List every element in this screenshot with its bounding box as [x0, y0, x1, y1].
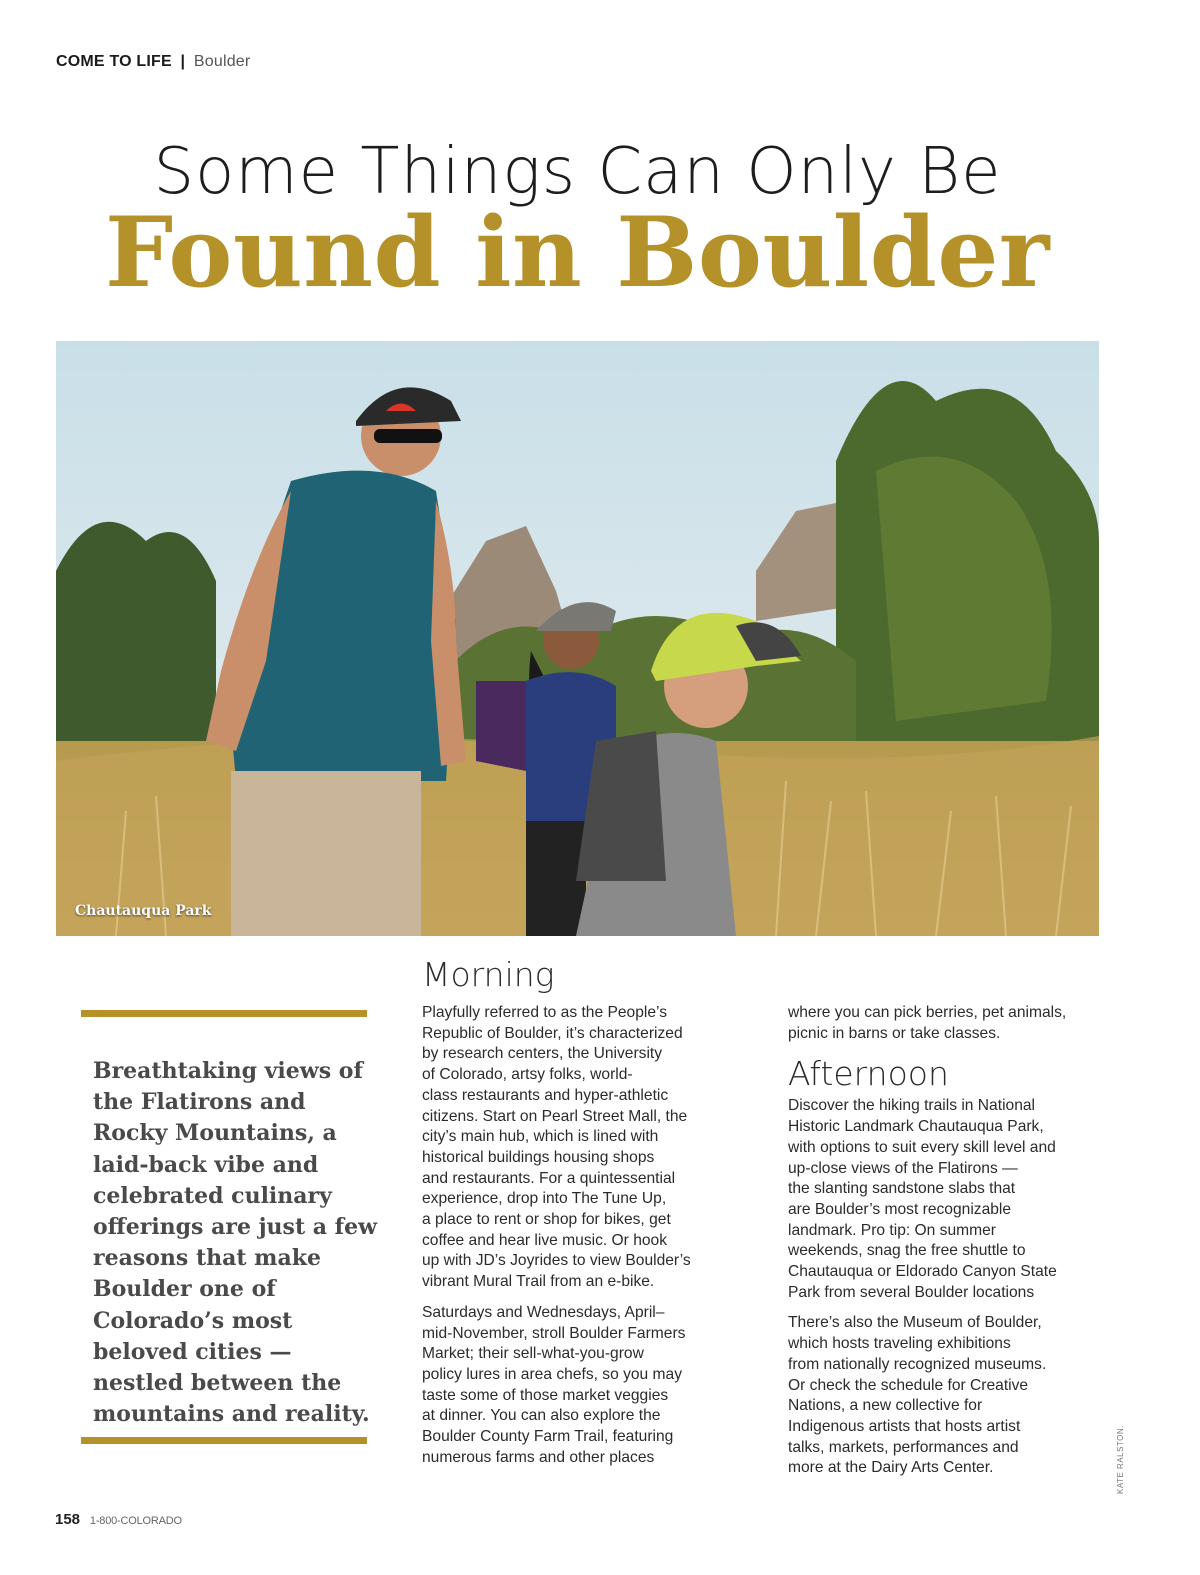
pullquote-rule-bottom — [81, 1437, 367, 1444]
column-afternoon — [788, 1003, 1108, 1489]
pullquote: Breathtaking views of the Flatirons and Rocky Mountains, a laid-back vibe and celebrated culinary offerings are just a few reasons that make Boulder one of Colorado’s most beloved cities — nestled between the mountains and reality. — [93, 1058, 378, 1428]
morning-paragraph-2: Saturdays and Wednesdays, April– mid-November, stroll Boulder Farmers Market; their sell-what-you-grow policy lures in area chefs, so you may taste some of those market veggies at dinner. You can also explore the Boulder County Farm Trail, featuring numerous farms and other places — [422, 1303, 686, 1466]
morning-paragraph-1: Playfully referred to as the People’s Republic of Boulder, it’s characterized by research centers, the University of Colorado, artsy folks, world- class restaurants and hyper-athletic citizens. Start on Pearl Street Mall, the city’s main hub, which is lined with historical buildings housing shops and restaurants. For a quintessential experience, drop into The Tune Up, a place to rent or shop for bikes, get coffee and hear live music. Or hook up with JD’s Joyrides to view Boulder’s vibrant Mural Trail from an e-bike. — [422, 1004, 691, 1291]
heading-morning: Morning — [422, 955, 555, 994]
hero-photo — [56, 341, 1099, 936]
footer-phone: 1-800-COLORADO — [89, 1515, 182, 1527]
afternoon-paragraph-2: There’s also the Museum of Boulder, which hosts traveling exhibitions from nationally recognized museums. Or check the schedule for Creative Nations, a new collective for Indigenous artists that hosts artist talks, markets, performances and more at the Dairy Arts Center. — [788, 1314, 1047, 1477]
header-divider: | — [180, 53, 186, 70]
heading-afternoon: Afternoon — [788, 1054, 949, 1094]
afternoon-paragraph-1: Discover the hiking trails in National Historic Landmark Chautauqua Park, with options to suit every skill level and up-close views of the Flatirons — the slanting sandstone slabs that are Boulder’s most recognizable landmark. Pro tip: On summer weekends, snag the free shuttle to Chautauqua or Eldorado Canyon State Park from several Boulder locations — [788, 1097, 1057, 1301]
hero-photo-illustration — [56, 341, 1099, 936]
section-city: Boulder — [193, 53, 251, 70]
page-footer — [55, 1511, 182, 1528]
title-line-2: Found in Boulder — [105, 196, 1050, 309]
title-line-1: Some Things Can Only Be — [153, 135, 1002, 209]
column-morning — [422, 955, 742, 1478]
pullquote-rule-top — [81, 1010, 367, 1017]
page-number: 158 — [55, 1511, 81, 1528]
photo-caption: Chautauqua Park — [75, 903, 212, 919]
section-label: COME TO LIFE — [56, 53, 172, 70]
section-header — [56, 53, 250, 71]
photo-credit: KATE RALSTON. — [1116, 1425, 1125, 1494]
morning-paragraph-3: where you can pick berries, pet animals, picnic in barns or take classes. — [788, 1004, 1067, 1042]
